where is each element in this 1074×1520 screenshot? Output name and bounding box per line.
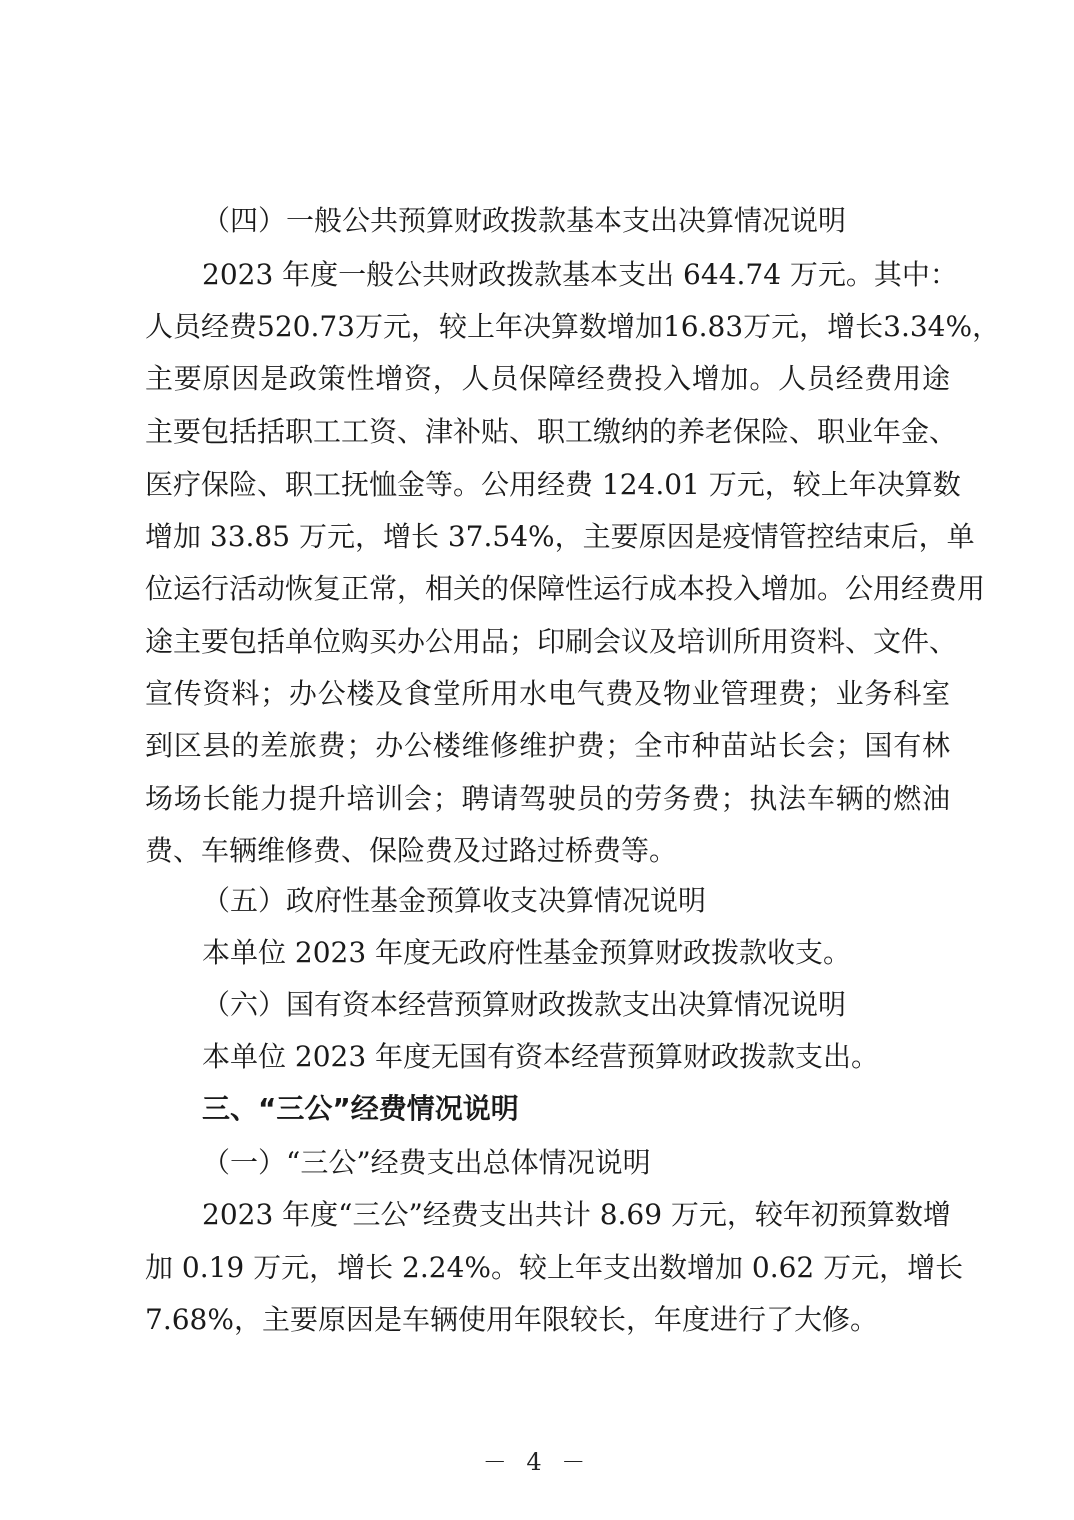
section4-line-10: 到区县的差旅费；办公楼维修维护费；全市种苗站长会；国有林 <box>145 729 950 762</box>
section4-line-3: 主要原因是政策性增资，人员保障经费投入增加。人员经费用途 <box>145 362 950 395</box>
section6-heading: （六）国有资本经营预算财政拨款支出决算情况说明 <box>202 988 847 1021</box>
section4-line-2: 人员经费520.73万元，较上年决算数增加16.83万元，增长3.34%， <box>145 310 1001 343</box>
section4-line-8: 途主要包括单位购买办公用品；印刷会议及培训所用资料、文件、 <box>145 625 958 658</box>
section4-line-11: 场场长能力提升培训会；聘请驾驶员的劳务费；执法车辆的燃油 <box>145 782 950 815</box>
section4-line-4: 主要包括括职工工资、津补贴、职工缴纳的养老保险、职业年金、 <box>145 415 958 448</box>
section5-heading: （五）政府性基金预算收支决算情况说明 <box>202 884 707 917</box>
section4-line-6: 增加 33.85 万元，增长 37.54%，主要原因是疫情管控结束后，单 <box>145 520 975 553</box>
section4-line-5: 医疗保险、职工抚恤金等。公用经费 124.01 万元，较上年决算数 <box>145 468 961 501</box>
section4-line-12: 费、车辆维修费、保险费及过路过桥费等。 <box>145 834 678 867</box>
section4-line-9: 宣传资料；办公楼及食堂所用水电气费及物业管理费；业务科室 <box>145 677 950 710</box>
section4-heading: （四）一般公共预算财政拨款基本支出决算情况说明 <box>202 204 847 237</box>
part3-sub1-line-2: 加 0.19 万元，增长 2.24%。较上年支出数增加 0.62 万元，增长 <box>145 1251 964 1284</box>
part3-sub1-line-1: 2023 年度“三公”经费支出共计 8.69 万元，较年初预算数增 <box>202 1198 951 1231</box>
section5-text: 本单位 2023 年度无政府性基金预算财政拨款收支。 <box>202 936 852 969</box>
section4-line-7: 位运行活动恢复正常，相关的保障性运行成本投入增加。公用经费用 <box>145 572 986 605</box>
part3-sub1-heading: （一）“三公”经费支出总体情况说明 <box>202 1146 651 1179</box>
page-number: － 4 － <box>482 1448 592 1476</box>
section6-text: 本单位 2023 年度无国有资本经营预算财政拨款支出。 <box>202 1040 880 1073</box>
part3-sub1-line-3: 7.68%，主要原因是车辆使用年限较长，年度进行了大修。 <box>145 1303 878 1336</box>
section4-line-1: 2023 年度一般公共财政拨款基本支出 644.74 万元。其中： <box>202 258 958 291</box>
part3-heading: 三、“三公”经费情况说明 <box>202 1092 519 1125</box>
